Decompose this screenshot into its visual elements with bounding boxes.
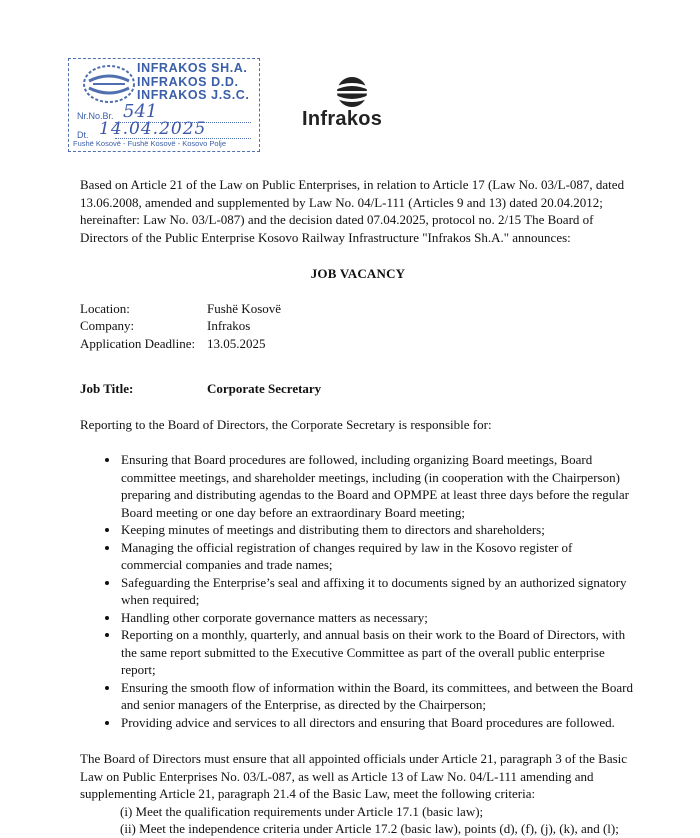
- criteria-item: (i) Meet the qualification requirements under Article 17.1 (basic law);: [120, 803, 484, 819]
- info-row-location: [80, 300, 636, 318]
- document-body: [80, 176, 636, 838]
- list-item: • Managing the official registration of changes required by law in the Kosovo register of commercial companies and trade names;: [120, 539, 636, 574]
- registration-stamp: [68, 58, 260, 152]
- intro-paragraph: Based on Article 21 of the Law on Public Enterprises, in relation to Article 17 (Law No. 03/L-087, dated 13.06.2008, amended and supplemented by Law No. 04/L-111 (Articles 9 and 13) dated 20.04.2012; hereinafter: Law No. 03/L-087) and the decision dated 07.04.2025, protocol no. 2/15 The Board of Directors of the Public Enterprise Kosovo Railway Infrastructure "Infrakos Sh.A." announces:: [80, 177, 625, 245]
- stamp-line: INFRAKOS J.S.C.: [137, 88, 250, 102]
- list-item: • Ensuring that Board procedures are followed, including organizing Board meetings, Board committee meetings, and shareholder meetings, including (in cooperation with the Chairperson) preparing and distributing agendas to the Board and OPMPE at least three days before the regular Board meeting or one day before an extraordinary Board meeting;: [120, 451, 636, 521]
- info-label: Location:: [80, 300, 130, 316]
- company-brand: [302, 76, 412, 136]
- stamp-date-label: Dt.: [77, 130, 89, 140]
- infrakos-logo-icon: [330, 76, 374, 108]
- list-item: • Reporting on a monthly, quarterly, and annual basis on their work to the Board of Directors, with the same report submitted to the Executive Committee as part of the overall public enterprise report;: [120, 626, 636, 679]
- criteria-item: (ii) Meet the independence criteria under Article 17.2 (basic law), points (d), (f), (j), (k), and (l);: [120, 821, 619, 836]
- info-row-deadline: [80, 335, 636, 353]
- info-label: Company:: [80, 318, 135, 333]
- stamp-number-label: Nr.No.Br.: [77, 111, 114, 121]
- stamp-line: INFRAKOS D.D.: [137, 74, 239, 89]
- stamp-number-value: 541: [123, 101, 158, 122]
- brand-name: Infrakos: [302, 108, 383, 130]
- job-title-label: Job Title:: [80, 381, 134, 396]
- stamp-date-value: 14.04.2025: [99, 119, 207, 139]
- vacancy-info: [80, 300, 636, 353]
- infrakos-stamp-logo-icon: [79, 63, 139, 105]
- list-item: • Handling other corporate governance matters as necessary;: [120, 609, 636, 627]
- stamp-company-lines: [137, 62, 250, 103]
- info-value: Fushë Kosovë: [207, 300, 282, 316]
- closing-paragraph: The Board of Directors must ensure that all appointed officials under Article 21, paragraph 3 of the Basic Law on Public Enterprises No. 03/L-087, as well as Article 13 of Law No. 04/L-111 amending and supplementing Article 21, paragraph 21.4 of the Basic Law, meet the following criteria:: [80, 751, 628, 801]
- job-title-value: Corporate Secretary: [207, 381, 322, 396]
- info-row-company: [80, 317, 636, 335]
- list-item: • Providing advice and services to all directors and ensuring that Board procedures are followed.: [120, 714, 636, 732]
- list-item: • Ensuring the smooth flow of information within the Board, its committees, and between the Board and senior managers of the Enterprise, as directed by the Chairperson;: [120, 679, 636, 714]
- job-title-row: [80, 380, 636, 398]
- info-value: 13.05.2025: [207, 335, 266, 351]
- list-item: • Safeguarding the Enterprise’s seal and affixing it to documents signed by an authorized signatory when required;: [120, 574, 636, 609]
- list-item: • Keeping minutes of meetings and distributing them to directors and shareholders;: [120, 521, 636, 539]
- info-value: Infrakos: [207, 318, 251, 333]
- stamp-footer: Fushë Kosovë - Fushë Kosovë - Kosovo Polje: [73, 139, 226, 148]
- vacancy-title: JOB VACANCY: [310, 266, 406, 281]
- stamp-line: INFRAKOS SH.A.: [137, 61, 248, 75]
- reporting-paragraph: Reporting to the Board of Directors, the Corporate Secretary is responsible for:: [80, 416, 492, 432]
- duties-list: [80, 451, 636, 731]
- info-label: Application Deadline:: [80, 335, 196, 351]
